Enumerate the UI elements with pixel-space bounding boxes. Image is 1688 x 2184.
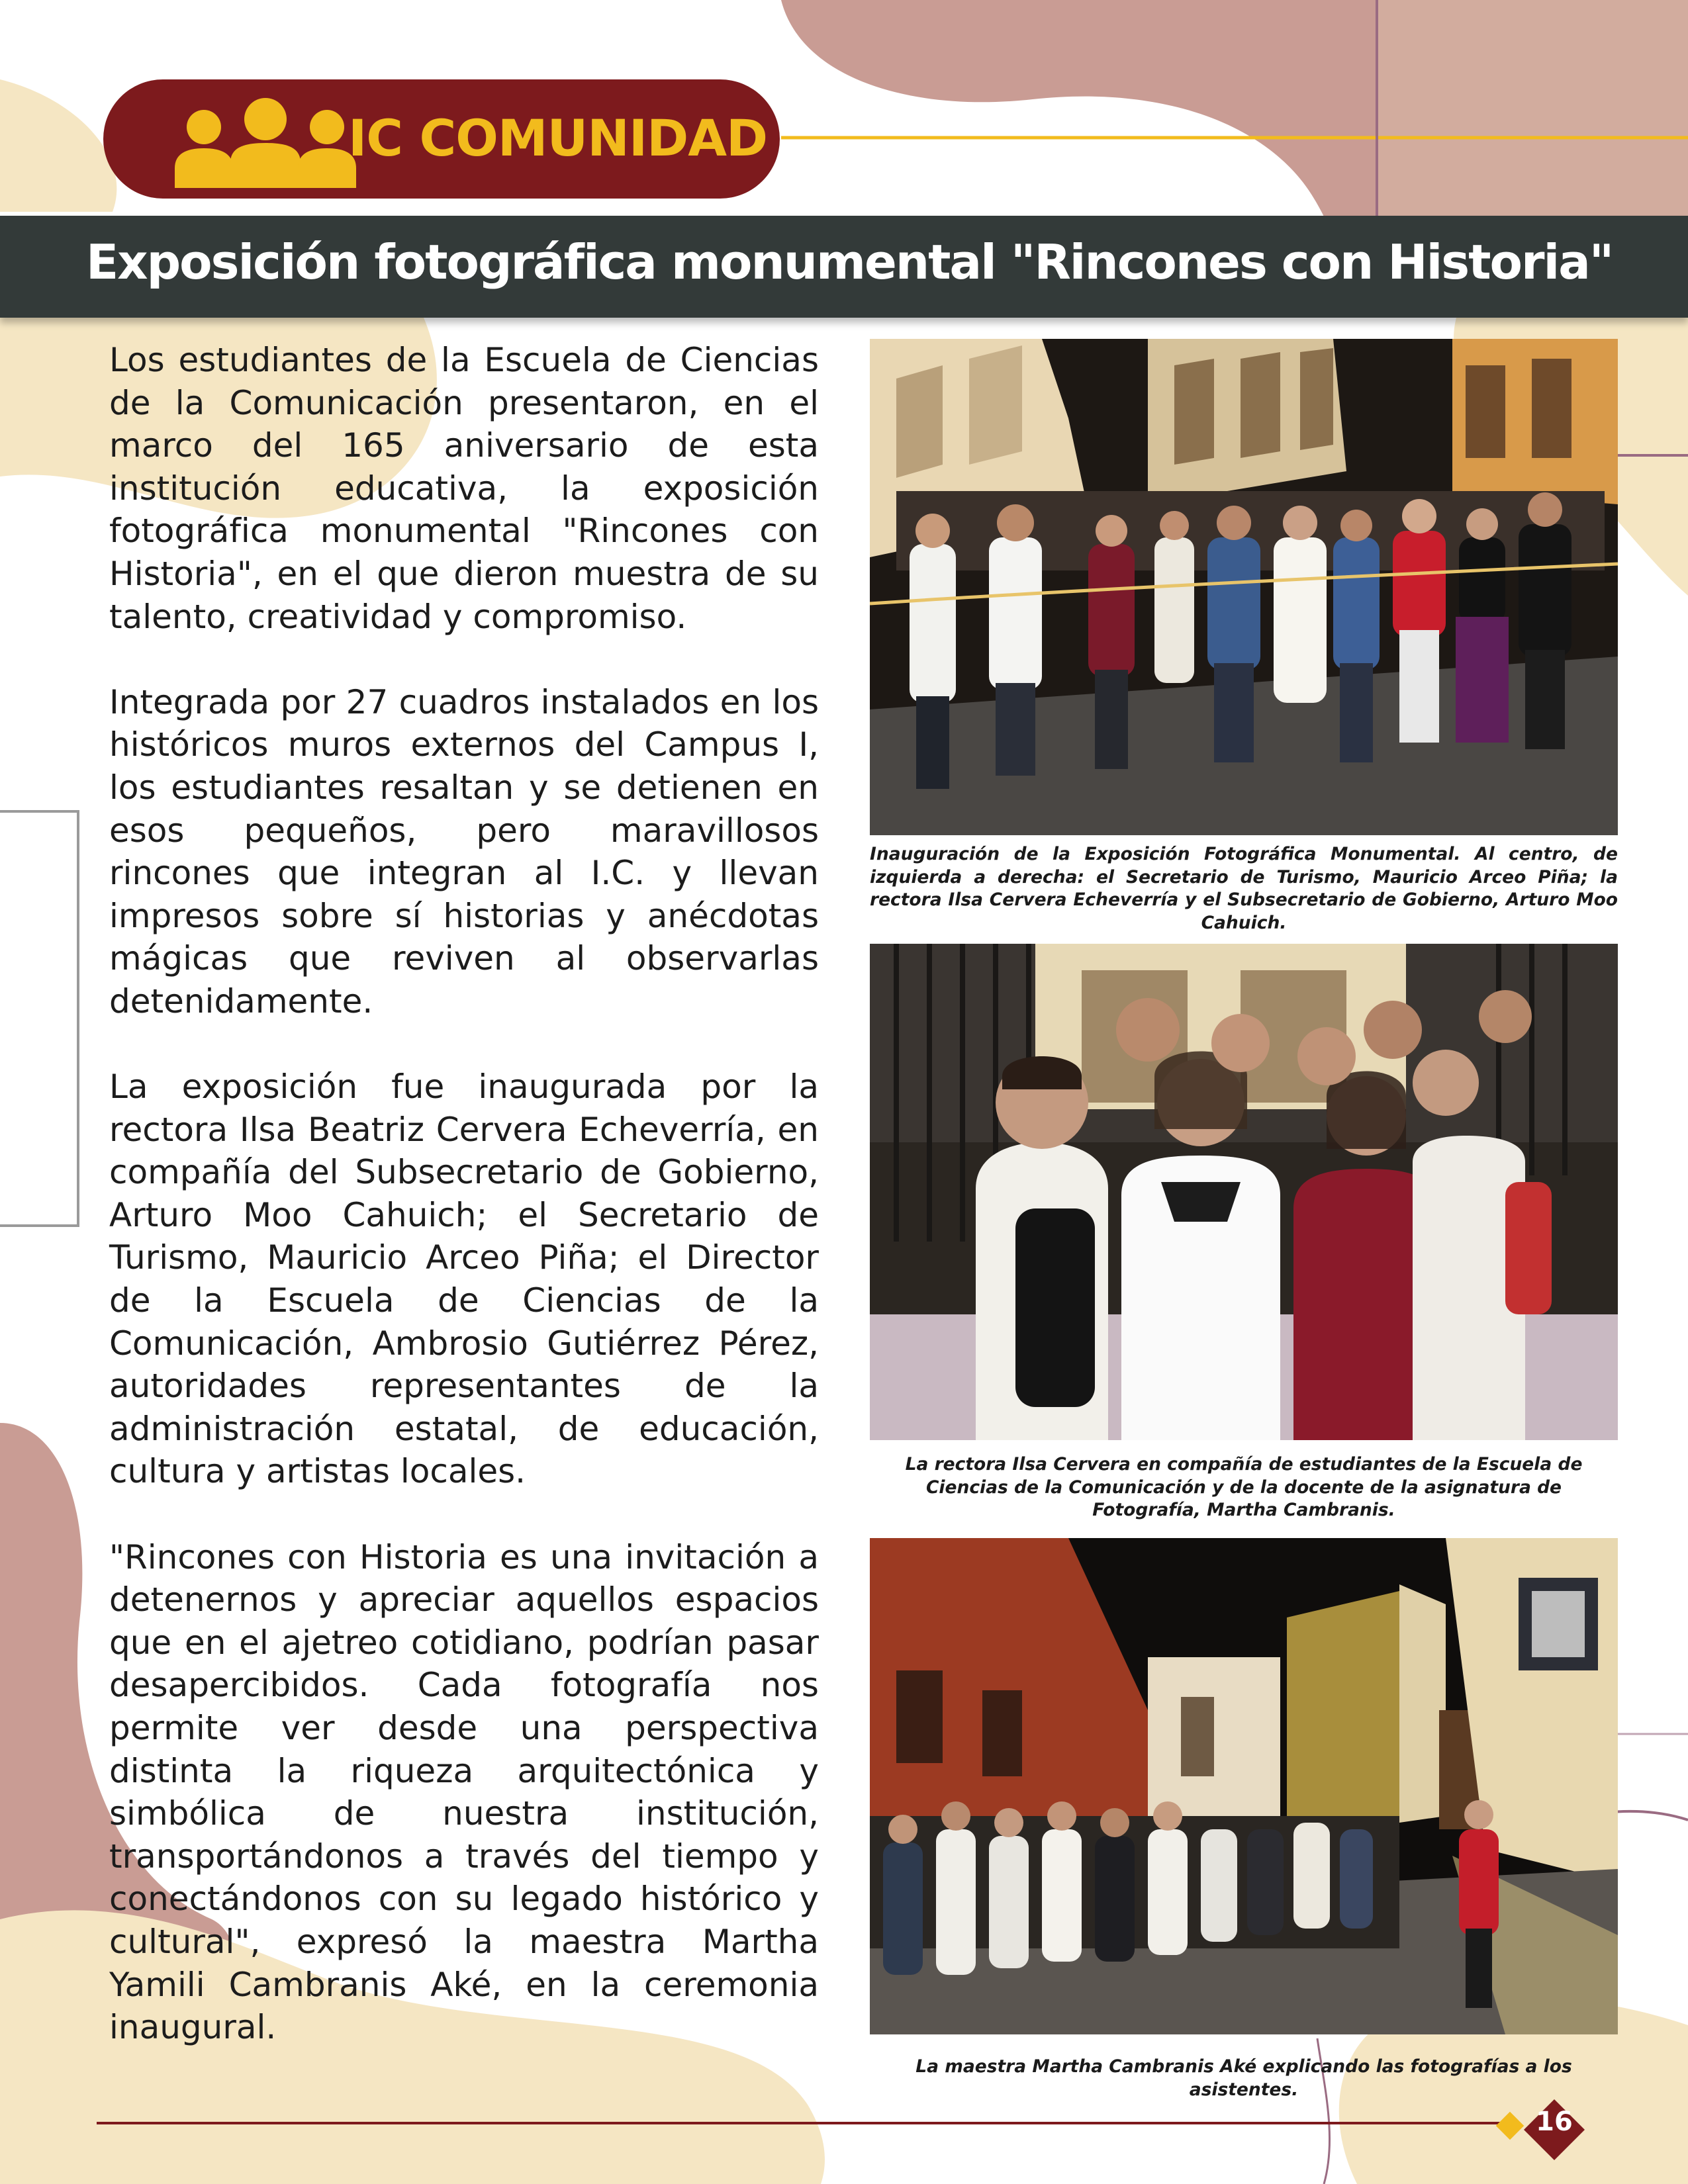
- section-title: IC COMUNIDAD: [348, 109, 768, 167]
- paragraph: Integrada por 27 cuadros instalados en los históricos muros externos del Campus I, los estudiantes resaltan y se detienen en esos pequeños, pero maravillosos rincones que integran al I.C. y llevan impresos sobre sí historias y anécdotas mágicas que reviven al observarlas detenidamente.: [109, 682, 819, 1021]
- photo-caption: La maestra Martha Cambranis Aké explicando las fotografías a los asistentes.: [915, 2056, 1572, 2100]
- page-number: 16: [1536, 2107, 1573, 2137]
- photo-caption: Inauguración de la Exposición Fotográfica Monumental. Al centro, de izquierda a derecha: el Secretario de Turismo, Mauricio Arceo Piña; la rectora Ilsa Cervera Echeverría y el Subsecretario de Gobierno, Arturo Moo Cahuich.: [870, 844, 1618, 933]
- photo-inauguration: [870, 339, 1618, 835]
- section-header: [103, 79, 780, 199]
- article-body: [109, 339, 819, 2091]
- article-title-bar: [0, 216, 1688, 318]
- people-group-icon: [169, 95, 361, 188]
- paragraph: "Rincones con Historia es una invitación a detenernos y apreciar aquellos espacios que en el ajetreo cotidiano, podrían pasar desapercibidos. Cada fotografía nos permite ver desde una perspectiva distinta la riqueza arquitectónica y simbólica de nuestra institución, transportándonos a través del tiempo y conectándonos con su legado histórico y cultural", expresó la maestra Martha Yamili Cambranis Aké, en la ceremonia inaugural.: [109, 1537, 819, 2047]
- photo-audience: [870, 1538, 1618, 2034]
- article-title: Exposición fotográfica monumental "Rincones con Historia": [86, 234, 1613, 290]
- paragraph: La exposición fue inaugurada por la rectora Ilsa Beatriz Cervera Echeverría, en compañía del Subsecretario de Gobierno, Arturo Moo Cahuich; el Secretario de Turismo, Mauricio Arceo Piña; el Director de la Escuela de Ciencias de la Comunicación, Ambrosio Gutiérrez Pérez, autoridades representantes de la administración estatal, de educación, cultura y artistas locales.: [109, 1068, 819, 1491]
- photo-group-portrait: [870, 944, 1618, 1440]
- photo-caption: La rectora Ilsa Cervera en compañía de estudiantes de la Escuela de Ciencias de la Comunicación y de la docente de la asignatura de Fotografía, Martha Cambranis.: [905, 1454, 1583, 1520]
- paragraph: Los estudiantes de la Escuela de Ciencias de la Comunicación presentaron, en el marco del 165 aniversario de esta institución educativa, la exposición fotográfica monumental "Rincones con Historia", en el que dieron muestra de su talento, creatividad y compromiso.: [109, 341, 819, 636]
- footer-rule: [97, 2122, 1500, 2124]
